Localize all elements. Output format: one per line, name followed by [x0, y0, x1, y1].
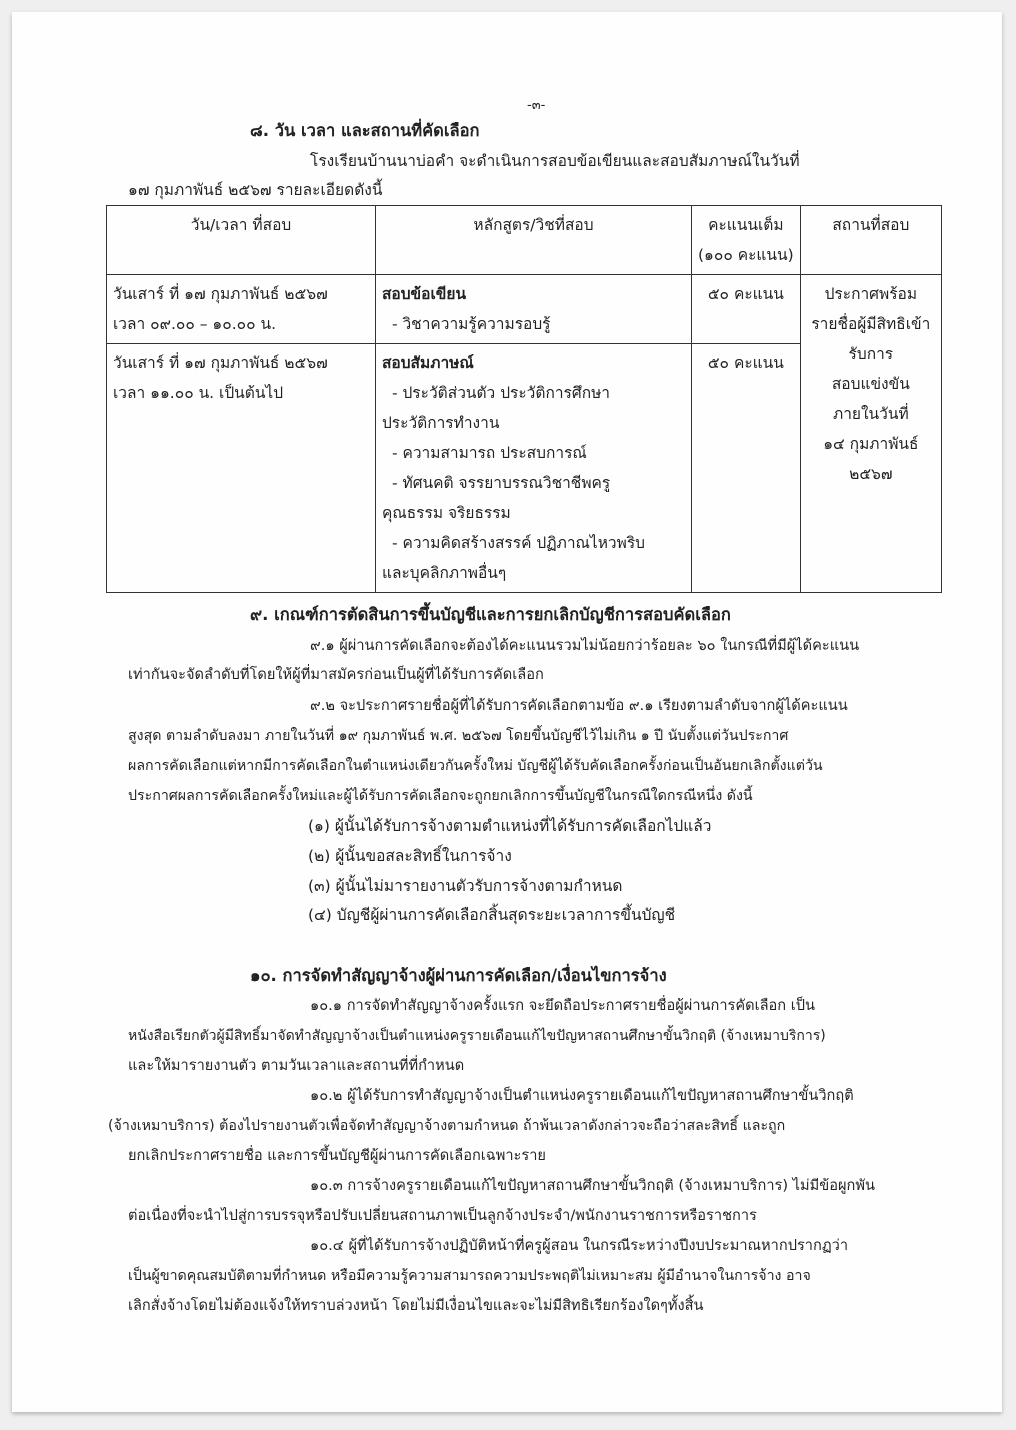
p101-line1: ๑๐.๑ การจัดทำสัญญาจ้างครั้งแรก จะยึดถือประกาศรายชื่อผู้ผ่านการคัดเลือก เป็น — [310, 997, 816, 1014]
list-item: (๓) ผู้นั้นไม่มารายงานตัวรับการจ้างตามกำหนด — [308, 877, 623, 895]
p103-line1: ๑๐.๓ การจ้างครูรายเดือนแก้ไขปัญหาสถานศึกษาขั้นวิกฤติ (จ้างเหมาบริการ) ไม่มีข้อผูกพัน — [310, 1177, 875, 1194]
p101-line3: และให้มารายงานตัว ตามวันเวลาและสถานที่ที่กำหนด — [128, 1057, 465, 1074]
header-date: วัน/เวลา ที่สอบ — [107, 206, 376, 275]
p104-line3: เลิกสั่งจ้างโดยไม่ต้องแจ้งให้ทราบล่วงหน้า โดยไม่มีเงื่อนไขและจะไม่มีสิทธิเรียกร้องใดๆทั้งสิ้น — [128, 1297, 704, 1314]
section8-line2: ๑๗ กุมภาพันธ์ ๒๕๖๗ รายละเอียดดังนี้ — [128, 181, 383, 199]
p91-line1: ๙.๑ ผู้ผ่านการคัดเลือกจะต้องได้คะแนนรวมไม่น้อยกว่าร้อยละ ๖๐ ในกรณีที่มีผู้ได้คะแนน — [310, 637, 860, 654]
p103-line2: ต่อเนื่องที่จะนำไปสู่การบรรจุหรือปรับเปลี่ยนสถานภาพเป็นลูกจ้างประจำ/พนักงานราชการหรือราชการ — [128, 1207, 757, 1224]
row2-score: ๕๐ คะแนน — [692, 344, 801, 593]
p92-line1: ๙.๒ จะประกาศรายชื่อผู้ที่ได้รับการคัดเลือกตามข้อ ๙.๑ เรียงตามลำดับจากผู้ได้คะแนน — [310, 697, 848, 714]
p104-line1: ๑๐.๔ ผู้ที่ได้รับการจ้างปฏิบัติหน้าที่ครูผู้สอน ในกรณีระหว่างปีงบประมาณหากปรากฏว่า — [310, 1237, 849, 1254]
p102-line1: ๑๐.๒ ผู้ได้รับการทำสัญญาจ้างเป็นตำแหน่งครูรายเดือนแก้ไขปัญหาสถานศึกษาขั้นวิกฤติ — [310, 1087, 854, 1104]
header-subject: หลักสูตร/วิชที่สอบ — [375, 206, 691, 275]
section9-heading: ๙. เกณฑ์การตัดสินการขึ้นบัญชีและการยกเลิกบัญชีการสอบคัดเลือก — [250, 605, 731, 624]
section10-heading: ๑๐. การจัดทำสัญญาจ้างผู้ผ่านการคัดเลือก/เงื่อนไขการจ้าง — [250, 966, 667, 985]
list-item: (๒) ผู้นั้นขอสละสิทธิ์ในการจ้าง — [308, 847, 512, 865]
p104-line2: เป็นผู้ขาดคุณสมบัติตามที่กำหนด หรือมีความรู้ความสามารถความประพฤติไม่เหมาะสม ผู้มีอำนาจในการจ้าง อาจ — [128, 1268, 811, 1284]
row1-score: ๕๐ คะแนน — [692, 275, 801, 344]
page-number: -๓- — [527, 98, 546, 113]
p91-line2: เท่ากันจะจัดลำดับที่โดยให้ผู้ที่มาสมัครก่อนเป็นผู้ที่ได้รับการคัดเลือก — [128, 666, 544, 683]
p92-line2: สูงสุด ตามลำดับลงมา ภายในวันที่ ๑๙ กุมภาพันธ์ พ.ศ. ๒๕๖๗ โดยขึ้นบัญชีไว้ไม่เกิน ๑ ปี นับตั้งแต่วันประกาศ — [128, 728, 789, 744]
exam-schedule-table — [106, 205, 942, 593]
row1-subject: สอบข้อเขียน - วิชาความรู้ความรอบรู้ — [375, 275, 691, 344]
row1-date: วันเสาร์ ที่ ๑๗ กุมภาพันธ์ ๒๕๖๗ เวลา ๐๙.๐๐ – ๑๐.๐๐ น. — [107, 275, 376, 344]
location-cell: ประกาศพร้อม รายชื่อผู้มีสิทธิเข้า รับการ สอบแข่งขัน ภายในวันที่ ๑๔ กุมภาพันธ์ ๒๕๖๗ — [800, 275, 941, 593]
p102-line3: ยกเลิกประกาศรายชื่อ และการขึ้นบัญชีผู้ผ่านการคัดเลือกเฉพาะราย — [128, 1147, 546, 1164]
section8-heading: ๘. วัน เวลา และสถานที่คัดเลือก — [250, 121, 480, 140]
p101-line2: หนังสือเรียกตัวผู้มีสิทธิ์มาจัดทำสัญญาจ้างเป็นตำแหน่งครูรายเดือนแก้ไขปัญหาสถานศึกษาขั้นวิกฤติ (จ้างเหมาบริการ) — [128, 1028, 826, 1044]
table-header-row — [107, 206, 942, 275]
table-row — [107, 275, 942, 344]
header-score: คะแนนเต็ม (๑๐๐ คะแนน) — [692, 206, 801, 275]
header-location: สถานที่สอบ — [800, 206, 941, 275]
list-item: (๔) บัญชีผู้ผ่านการคัดเลือกสิ้นสุดระยะเวลาการขึ้นบัญชี — [308, 906, 676, 924]
list-item: (๑) ผู้นั้นได้รับการจ้างตามตำแหน่งที่ได้รับการคัดเลือกไปแล้ว — [308, 817, 712, 835]
row2-subject: สอบสัมภาษณ์ - ประวัติส่วนตัว ประวัติการศึกษา ประวัติการทำงาน - ความสามารถ ประสบการณ์ - ทัศนคติ จรรยาบรรณวิชาชีพครู คุณธรรม จริยธรรม - ความคิดสร้างสรรค์ ปฏิภาณไหวพริบ และบุคลิกภาพอื่นๆ — [375, 344, 691, 593]
section8-line1: โรงเรียนบ้านนาบ่อคำ จะดำเนินการสอบข้อเขียนและสอบสัมภาษณ์ในวันที่ — [310, 152, 800, 170]
p92-line4: ประกาศผลการคัดเลือกครั้งใหม่และผู้ได้รับการคัดเลือกจะถูกยกเลิกการขึ้นบัญชีในกรณีใดกรณีหนึ่ง ดังนี้ — [128, 788, 753, 804]
row2-date: วันเสาร์ ที่ ๑๗ กุมภาพันธ์ ๒๕๖๗ เวลา ๑๑.๐๐ น. เป็นต้นไป — [107, 344, 376, 593]
p102-line2: (จ้างเหมาบริการ) ต้องไปรายงานตัวเพื่อจัดทำสัญญาจ้างตามกำหนด ถ้าพ้นเวลาดังกล่าวจะถือว่าสละสิทธิ์ และถูก — [108, 1118, 786, 1134]
p92-line3: ผลการคัดเลือกแต่หากมีการคัดเลือกในตำแหน่งเดียวกันครั้งใหม่ บัญชีผู้ได้รับคัดเลือกครั้งก่อนเป็นอันยกเลิกตั้งแต่วัน — [128, 758, 823, 774]
